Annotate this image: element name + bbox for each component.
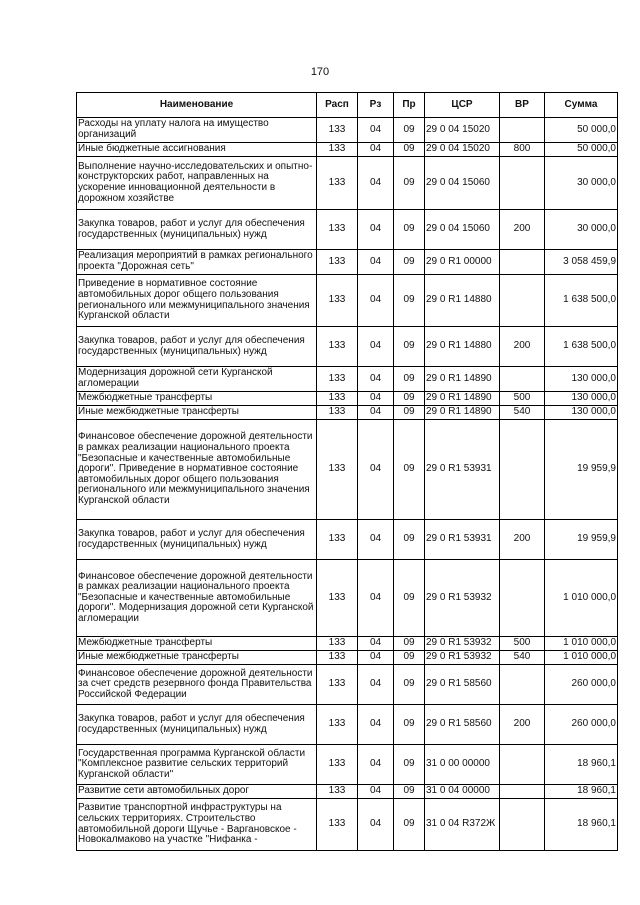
cell-pr: 09 bbox=[394, 420, 425, 520]
cell-csr: 31 0 04 00000 bbox=[425, 785, 500, 799]
cell-rz: 04 bbox=[358, 560, 394, 637]
cell-sum: 260 000,0 bbox=[545, 705, 618, 745]
cell-pr: 09 bbox=[394, 118, 425, 143]
cell-vr bbox=[500, 785, 545, 799]
cell-rz: 04 bbox=[358, 327, 394, 367]
cell-rasp: 133 bbox=[317, 275, 358, 327]
cell-rz: 04 bbox=[358, 745, 394, 785]
cell-rz: 04 bbox=[358, 367, 394, 392]
cell-csr: 29 0 04 15060 bbox=[425, 157, 500, 210]
cell-csr: 31 0 04 R372Ж bbox=[425, 799, 500, 851]
cell-rz: 04 bbox=[358, 520, 394, 560]
cell-pr: 09 bbox=[394, 327, 425, 367]
cell-sum: 30 000,0 bbox=[545, 210, 618, 250]
header-vr: ВР bbox=[500, 93, 545, 118]
cell-rz: 04 bbox=[358, 799, 394, 851]
cell-rasp: 133 bbox=[317, 560, 358, 637]
cell-vr: 540 bbox=[500, 406, 545, 420]
cell-vr: 200 bbox=[500, 520, 545, 560]
table-row bbox=[77, 651, 618, 665]
table-row bbox=[77, 520, 618, 560]
cell-name: Иные межбюджетные трансферты bbox=[77, 651, 317, 665]
cell-pr: 09 bbox=[394, 651, 425, 665]
cell-csr: 29 0 R1 14890 bbox=[425, 367, 500, 392]
cell-rasp: 133 bbox=[317, 637, 358, 651]
cell-rasp: 133 bbox=[317, 799, 358, 851]
cell-name: Межбюджетные трансферты bbox=[77, 637, 317, 651]
cell-name: Финансовое обеспечение дорожной деятельности в рамках реализации национального проекта "Безопасные и качественные автомобильные дороги". Модернизация дорожной сети Курганской агломерации bbox=[77, 560, 317, 637]
cell-vr: 200 bbox=[500, 210, 545, 250]
cell-name: Расходы на уплату налога на имущество организаций bbox=[77, 118, 317, 143]
cell-rasp: 133 bbox=[317, 520, 358, 560]
cell-vr: 540 bbox=[500, 651, 545, 665]
cell-name: Развитие транспортной инфраструктуры на сельских территориях. Строительство автомобильной дороги Щучье - Варгановское - Новокалмаково на участке "Нифанка - bbox=[77, 799, 317, 851]
cell-csr: 29 0 R1 58560 bbox=[425, 665, 500, 705]
cell-sum: 1 010 000,0 bbox=[545, 651, 618, 665]
header-csr: ЦСР bbox=[425, 93, 500, 118]
cell-csr: 29 0 04 15020 bbox=[425, 143, 500, 157]
cell-rasp: 133 bbox=[317, 118, 358, 143]
cell-sum: 1 010 000,0 bbox=[545, 637, 618, 651]
cell-vr bbox=[500, 799, 545, 851]
cell-rasp: 133 bbox=[317, 210, 358, 250]
cell-pr: 09 bbox=[394, 745, 425, 785]
cell-csr: 29 0 R1 58560 bbox=[425, 705, 500, 745]
table-row bbox=[77, 367, 618, 392]
cell-name: Иные бюджетные ассигнования bbox=[77, 143, 317, 157]
cell-vr bbox=[500, 745, 545, 785]
table-row bbox=[77, 157, 618, 210]
cell-sum: 30 000,0 bbox=[545, 157, 618, 210]
cell-pr: 09 bbox=[394, 367, 425, 392]
table-row bbox=[77, 637, 618, 651]
cell-pr: 09 bbox=[394, 143, 425, 157]
cell-csr: 29 0 04 15020 bbox=[425, 118, 500, 143]
cell-vr: 500 bbox=[500, 637, 545, 651]
cell-rasp: 133 bbox=[317, 745, 358, 785]
cell-sum: 130 000,0 bbox=[545, 406, 618, 420]
cell-name: Финансовое обеспечение дорожной деятельности за счет средств резервного фонда Правительства Российской Федерации bbox=[77, 665, 317, 705]
cell-vr bbox=[500, 560, 545, 637]
table-row bbox=[77, 665, 618, 705]
cell-vr: 200 bbox=[500, 705, 545, 745]
cell-rz: 04 bbox=[358, 651, 394, 665]
cell-rz: 04 bbox=[358, 143, 394, 157]
cell-pr: 09 bbox=[394, 665, 425, 705]
cell-name: Развитие сети автомобильных дорог bbox=[77, 785, 317, 799]
cell-pr: 09 bbox=[394, 637, 425, 651]
cell-pr: 09 bbox=[394, 250, 425, 275]
cell-rasp: 133 bbox=[317, 665, 358, 705]
cell-csr: 29 0 R1 14890 bbox=[425, 406, 500, 420]
cell-csr: 29 0 R1 14880 bbox=[425, 275, 500, 327]
cell-rz: 04 bbox=[358, 210, 394, 250]
header-rasp: Расп bbox=[317, 93, 358, 118]
table-row bbox=[77, 705, 618, 745]
cell-name: Иные межбюджетные трансферты bbox=[77, 406, 317, 420]
cell-csr: 29 0 R1 14880 bbox=[425, 327, 500, 367]
table-row bbox=[77, 785, 618, 799]
cell-pr: 09 bbox=[394, 392, 425, 406]
cell-name: Финансовое обеспечение дорожной деятельности в рамках реализации национального проекта "Безопасные и качественные автомобильные дороги". Приведение в нормативное состояние автомобильных дорог общего пользования регионального или межмуниципального значения Курганской области bbox=[77, 420, 317, 520]
cell-vr bbox=[500, 275, 545, 327]
cell-rz: 04 bbox=[358, 118, 394, 143]
cell-pr: 09 bbox=[394, 210, 425, 250]
header-sum: Сумма bbox=[545, 93, 618, 118]
cell-vr: 200 bbox=[500, 327, 545, 367]
cell-rz: 04 bbox=[358, 637, 394, 651]
cell-name: Закупка товаров, работ и услуг для обеспечения государственных (муниципальных) нужд bbox=[77, 520, 317, 560]
cell-vr bbox=[500, 665, 545, 705]
cell-sum: 1 638 500,0 bbox=[545, 275, 618, 327]
cell-vr bbox=[500, 420, 545, 520]
cell-sum: 1 638 500,0 bbox=[545, 327, 618, 367]
cell-rasp: 133 bbox=[317, 406, 358, 420]
cell-name: Приведение в нормативное состояние автомобильных дорог общего пользования регионального или межмуниципального значения Курганской области bbox=[77, 275, 317, 327]
cell-name: Закупка товаров, работ и услуг для обеспечения государственных (муниципальных) нужд bbox=[77, 210, 317, 250]
table-row bbox=[77, 143, 618, 157]
table-row bbox=[77, 406, 618, 420]
page-number: 170 bbox=[310, 66, 330, 78]
cell-pr: 09 bbox=[394, 275, 425, 327]
cell-rz: 04 bbox=[358, 157, 394, 210]
table-row bbox=[77, 799, 618, 851]
cell-pr: 09 bbox=[394, 705, 425, 745]
cell-rz: 04 bbox=[358, 665, 394, 705]
cell-rz: 04 bbox=[358, 705, 394, 745]
cell-csr: 29 0 R1 53932 bbox=[425, 651, 500, 665]
cell-rasp: 133 bbox=[317, 785, 358, 799]
cell-rasp: 133 bbox=[317, 705, 358, 745]
cell-rasp: 133 bbox=[317, 392, 358, 406]
cell-sum: 260 000,0 bbox=[545, 665, 618, 705]
cell-pr: 09 bbox=[394, 406, 425, 420]
cell-vr bbox=[500, 250, 545, 275]
header-row bbox=[77, 93, 618, 118]
cell-sum: 18 960,1 bbox=[545, 799, 618, 851]
cell-rasp: 133 bbox=[317, 250, 358, 275]
cell-sum: 19 959,9 bbox=[545, 520, 618, 560]
cell-rasp: 133 bbox=[317, 157, 358, 210]
table-row bbox=[77, 250, 618, 275]
cell-rasp: 133 bbox=[317, 651, 358, 665]
cell-pr: 09 bbox=[394, 157, 425, 210]
cell-csr: 29 0 R1 14890 bbox=[425, 392, 500, 406]
table-row bbox=[77, 745, 618, 785]
cell-sum: 50 000,0 bbox=[545, 118, 618, 143]
cell-name: Реализация мероприятий в рамках регионального проекта "Дорожная сеть" bbox=[77, 250, 317, 275]
table-row bbox=[77, 275, 618, 327]
budget-table bbox=[76, 92, 618, 851]
cell-rz: 04 bbox=[358, 250, 394, 275]
cell-sum: 18 960,1 bbox=[545, 745, 618, 785]
cell-vr bbox=[500, 157, 545, 210]
cell-pr: 09 bbox=[394, 799, 425, 851]
cell-sum: 18 960,1 bbox=[545, 785, 618, 799]
cell-name: Государственная программа Курганской области "Комплексное развитие сельских территорий Курганской области" bbox=[77, 745, 317, 785]
cell-sum: 50 000,0 bbox=[545, 143, 618, 157]
cell-csr: 29 0 R1 53932 bbox=[425, 637, 500, 651]
cell-sum: 130 000,0 bbox=[545, 367, 618, 392]
cell-pr: 09 bbox=[394, 520, 425, 560]
table-row bbox=[77, 392, 618, 406]
cell-rasp: 133 bbox=[317, 420, 358, 520]
cell-rasp: 133 bbox=[317, 327, 358, 367]
header-name: Наименование bbox=[77, 93, 317, 118]
cell-rz: 04 bbox=[358, 275, 394, 327]
cell-rz: 04 bbox=[358, 420, 394, 520]
cell-vr bbox=[500, 118, 545, 143]
cell-vr: 500 bbox=[500, 392, 545, 406]
header-rz: Рз bbox=[358, 93, 394, 118]
cell-csr: 29 0 R1 53932 bbox=[425, 560, 500, 637]
table-row bbox=[77, 560, 618, 637]
cell-name: Модернизация дорожной сети Курганской агломерации bbox=[77, 367, 317, 392]
cell-pr: 09 bbox=[394, 560, 425, 637]
cell-csr: 29 0 R1 53931 bbox=[425, 420, 500, 520]
cell-sum: 19 959,9 bbox=[545, 420, 618, 520]
cell-sum: 3 058 459,9 bbox=[545, 250, 618, 275]
table-row bbox=[77, 420, 618, 520]
cell-rz: 04 bbox=[358, 785, 394, 799]
table-row bbox=[77, 118, 618, 143]
cell-name: Межбюджетные трансферты bbox=[77, 392, 317, 406]
cell-name: Закупка товаров, работ и услуг для обеспечения государственных (муниципальных) нужд bbox=[77, 327, 317, 367]
cell-rasp: 133 bbox=[317, 367, 358, 392]
table-row bbox=[77, 210, 618, 250]
cell-vr bbox=[500, 367, 545, 392]
cell-pr: 09 bbox=[394, 785, 425, 799]
cell-rasp: 133 bbox=[317, 143, 358, 157]
table-row bbox=[77, 327, 618, 367]
header-pr: Пр bbox=[394, 93, 425, 118]
cell-name: Выполнение научно-исследовательских и опытно-конструкторских работ, направленных на ускорение инновационной деятельности в дорожном хозяйстве bbox=[77, 157, 317, 210]
cell-csr: 29 0 R1 53931 bbox=[425, 520, 500, 560]
cell-rz: 04 bbox=[358, 406, 394, 420]
cell-sum: 130 000,0 bbox=[545, 392, 618, 406]
cell-rz: 04 bbox=[358, 392, 394, 406]
cell-csr: 31 0 00 00000 bbox=[425, 745, 500, 785]
cell-name: Закупка товаров, работ и услуг для обеспечения государственных (муниципальных) нужд bbox=[77, 705, 317, 745]
cell-vr: 800 bbox=[500, 143, 545, 157]
cell-sum: 1 010 000,0 bbox=[545, 560, 618, 637]
cell-csr: 29 0 R1 00000 bbox=[425, 250, 500, 275]
cell-csr: 29 0 04 15060 bbox=[425, 210, 500, 250]
